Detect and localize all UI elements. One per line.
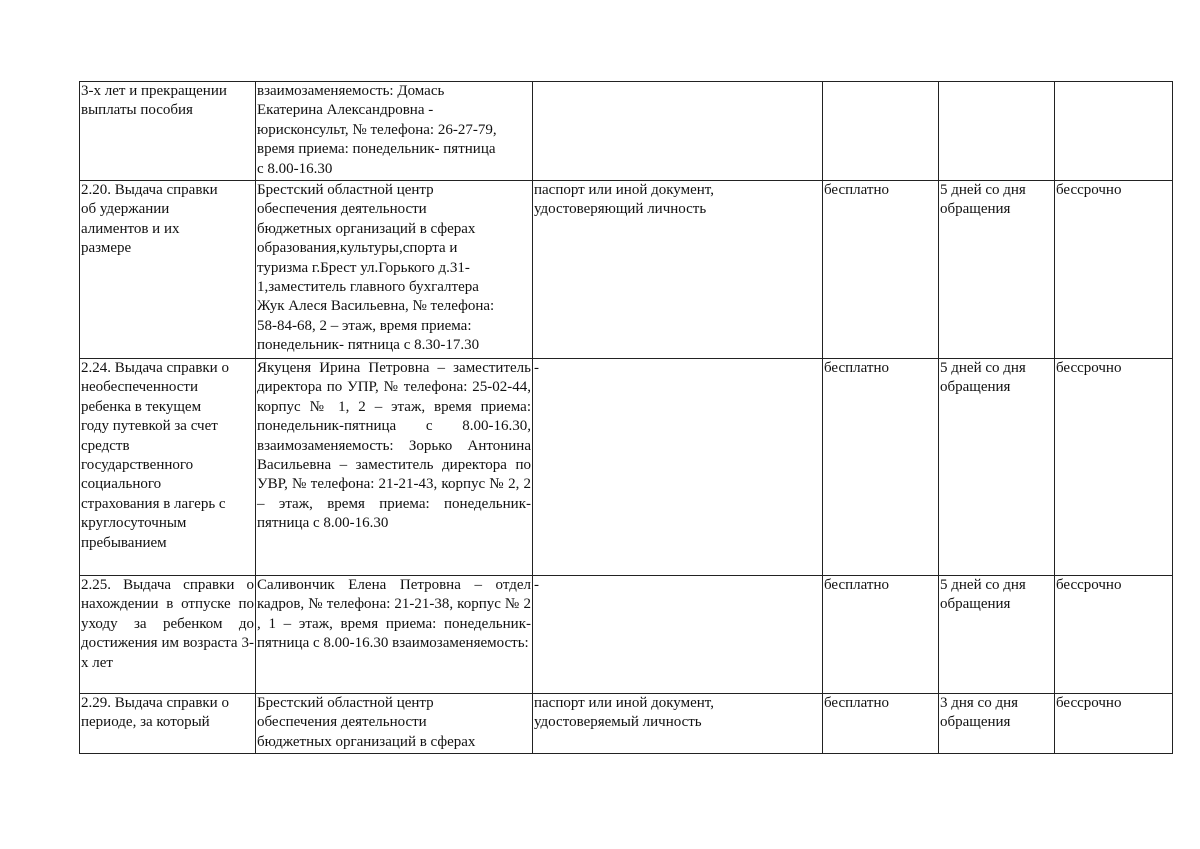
table-row [80,82,1173,181]
responsible-cell: Саливончик Елена Петровна – отдел кадров, № телефона: 21-21-38, корпус № 2 , 1 – этаж, время приема: понедельник- пятница с 8.00-16.30 взаимозаменяемость: [256,576,533,694]
validity-cell: бессрочно [1055,181,1173,359]
service-cell: 2.20. Выдача справки об удержании алиментов и их размере [80,181,256,359]
validity-cell: бессрочно [1055,576,1173,694]
term-cell: 5 дней со дня обращения [939,181,1055,359]
documents-cell: паспорт или иной документ, удостоверяемый личность [533,694,823,754]
responsible-cell: Якуценя Ирина Петровна – заместитель директора по УПР, № телефона: 25-02-44, корпус № 1, 2 – этаж, время приема: понедельник-пятница с 8.00-16.30, взаимозаменяемость: Зорько Антонина Васильевна – заместитель директора по УВР, № телефона: 21-21-43, корпус № 2, 2 – этаж, время приема: понедельник- пятница с 8.00-16.30 [256,359,533,576]
term-cell: 5 дней со дня обращения [939,576,1055,694]
fee-cell: бесплатно [823,181,939,359]
term-cell: 3 дня со дня обращения [939,694,1055,754]
validity-cell: бессрочно [1055,359,1173,576]
fee-cell: бесплатно [823,359,939,576]
fee-cell: бесплатно [823,694,939,754]
documents-cell [533,82,823,181]
documents-cell: - [533,359,823,576]
responsible-cell: взаимозаменяемость: Домась Екатерина Александровна - юрисконсульт, № телефона: 26-27-79, время приема: понедельник- пятница с 8.00-16.30 [256,82,533,181]
service-cell: 3-х лет и прекращении выплаты пособия [80,82,256,181]
responsible-cell: Брестский областной центр обеспечения деятельности бюджетных организаций в сферах [256,694,533,754]
service-cell: 2.25. Выдача справки о нахождении в отпуске по уходу за ребенком до достижения им возраста 3-х лет [80,576,256,694]
responsible-cell: Брестский областной центр обеспечения деятельности бюджетных организаций в сферах образования,культуры,спорта и туризма г.Брест ул.Горького д.31- 1,заместитель главного бухгалтера Жук Алеся Васильевна, № телефона: 58-84-68, 2 – этаж, время приема: понедельник- пятница с 8.30-17.30 [256,181,533,359]
services-table [79,81,1173,754]
service-cell: 2.29. Выдача справки о периоде, за который [80,694,256,754]
table-row [80,181,1173,359]
validity-cell: бессрочно [1055,694,1173,754]
fee-cell [823,82,939,181]
table-row [80,694,1173,754]
documents-cell: - [533,576,823,694]
fee-cell: бесплатно [823,576,939,694]
validity-cell [1055,82,1173,181]
documents-cell: паспорт или иной документ, удостоверяющий личность [533,181,823,359]
table-row [80,359,1173,576]
table-row [80,576,1173,694]
term-cell: 5 дней со дня обращения [939,359,1055,576]
term-cell [939,82,1055,181]
service-cell: 2.24. Выдача справки о необеспеченности ребенка в текущем году путевкой за счет средств государственного социального страхования в лагерь с круглосуточным пребыванием [80,359,256,576]
